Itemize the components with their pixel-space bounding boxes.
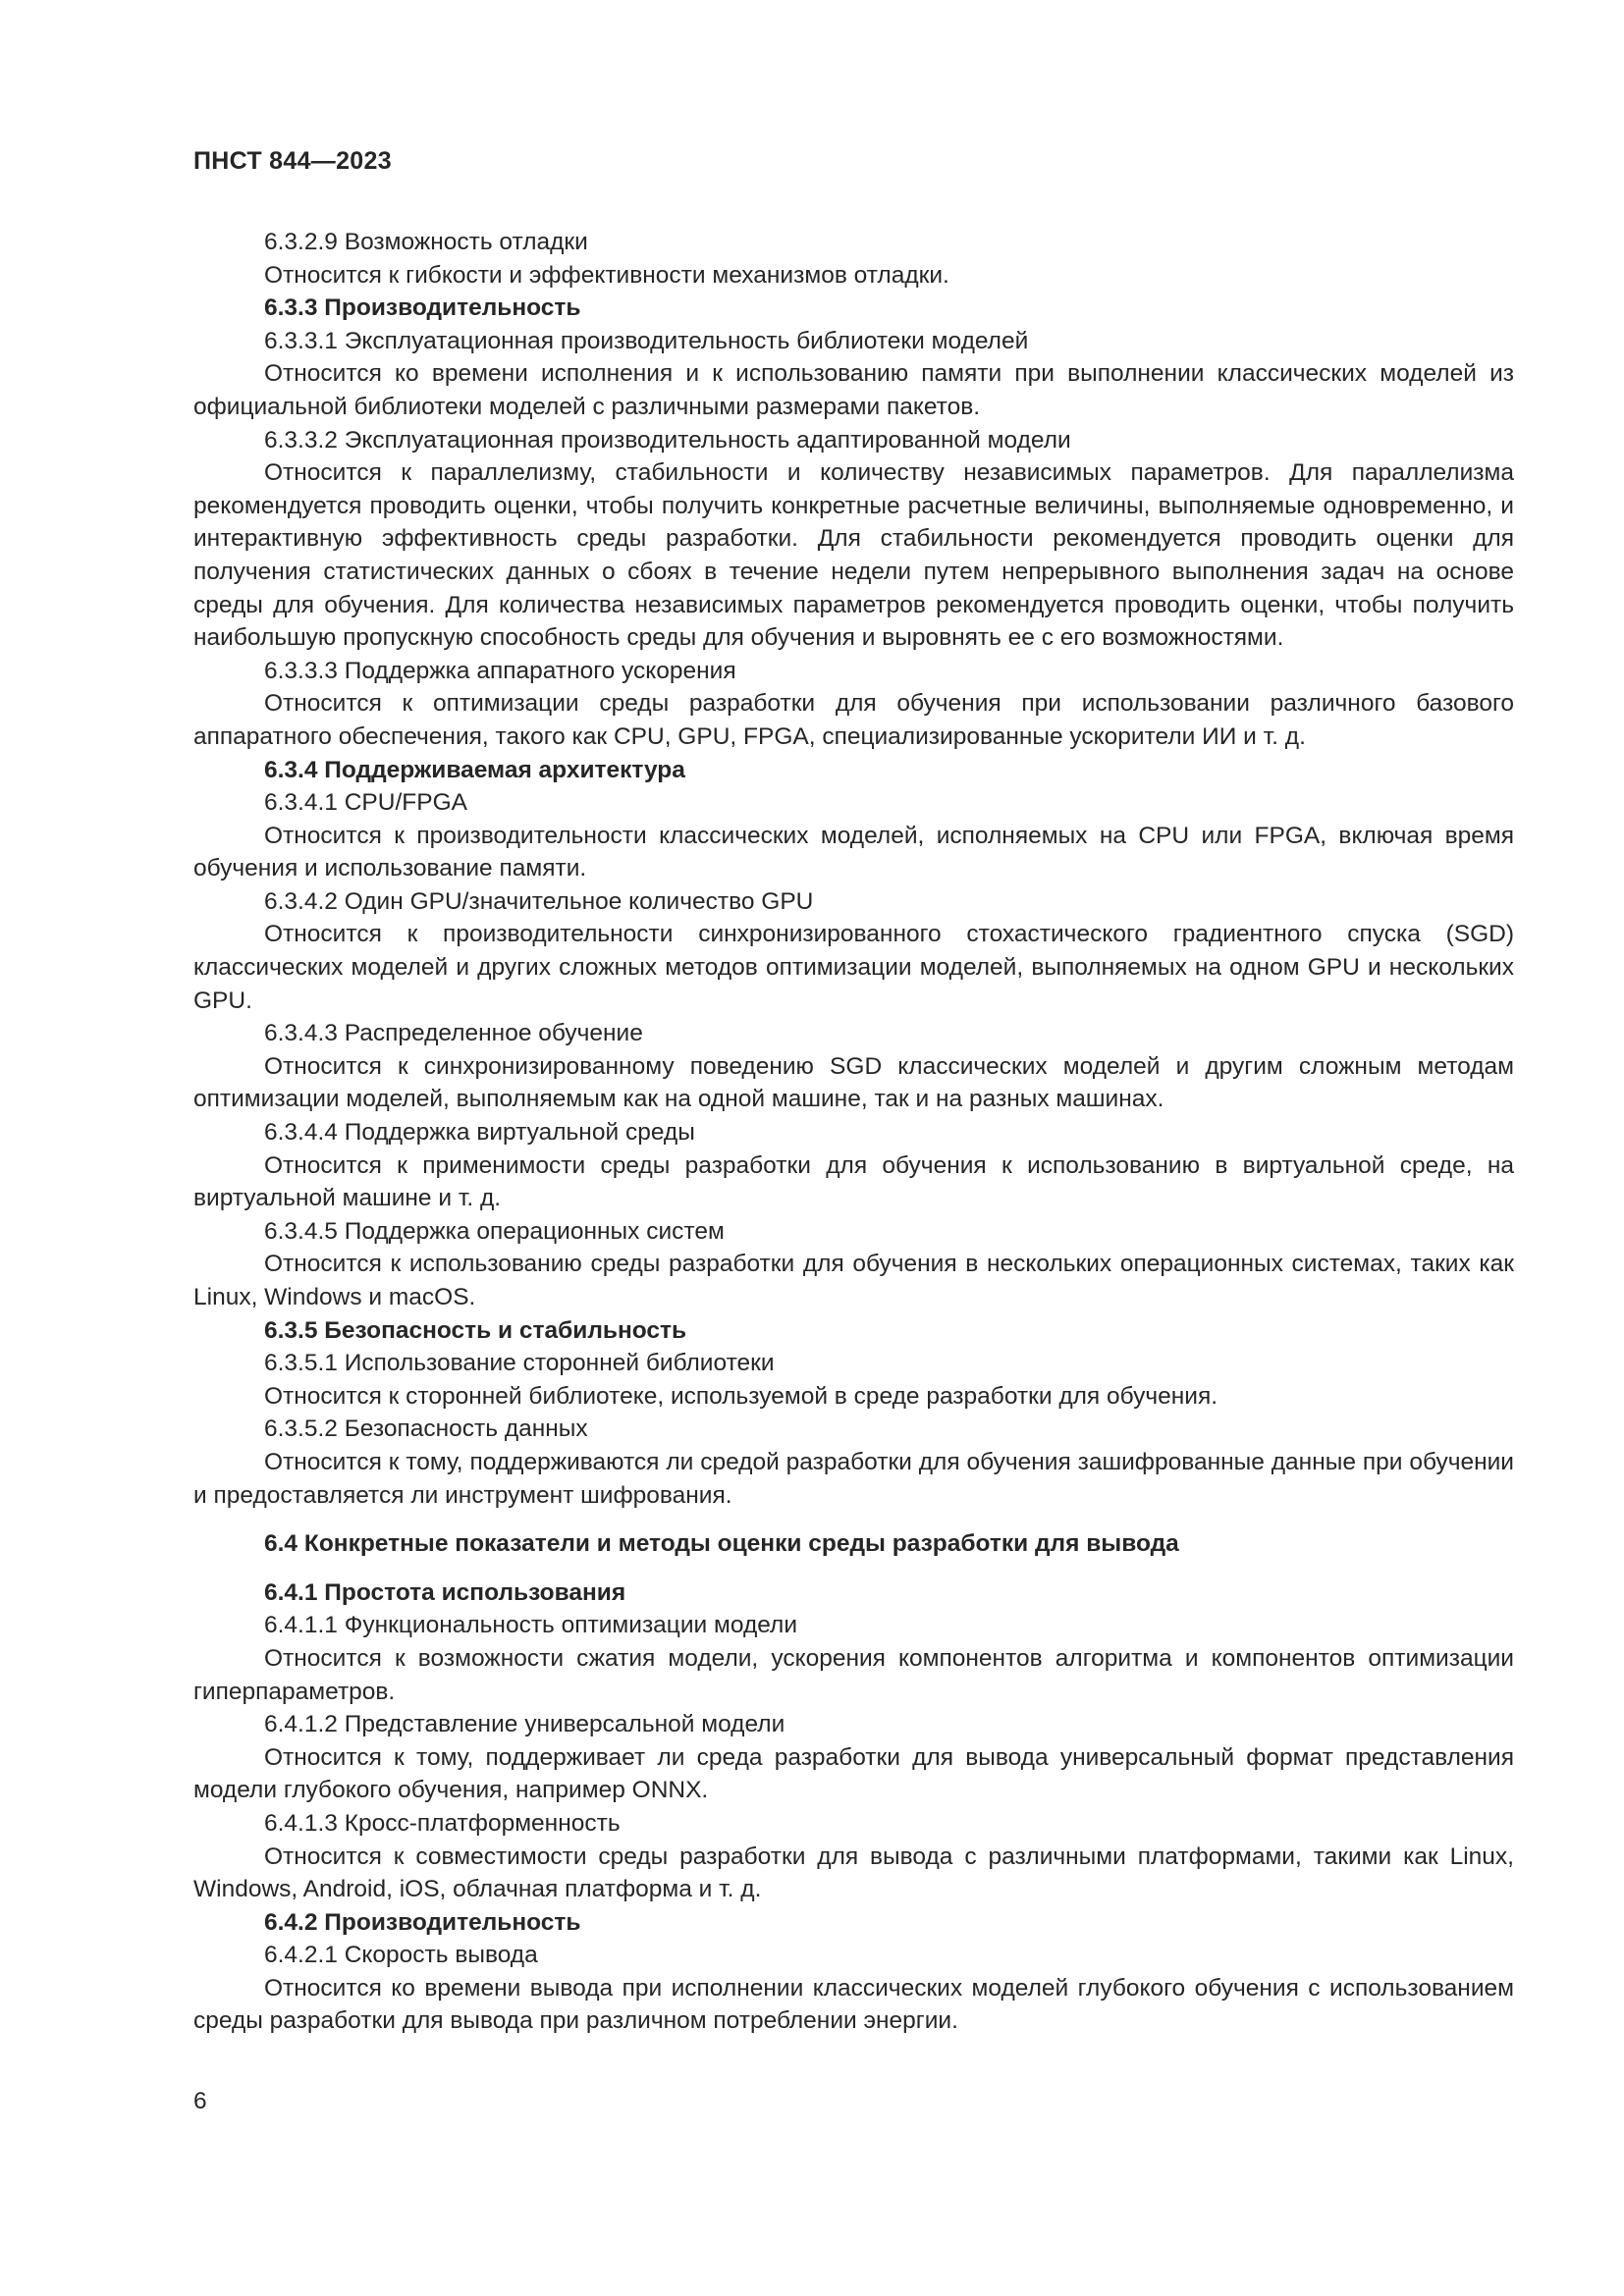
clause-title: 6.3.2.9 Возможность отладки bbox=[264, 229, 588, 255]
clause-title: 6.3.4.3 Распределенное обучение bbox=[264, 1020, 643, 1047]
body-paragraph: Относится к тому, поддерживает ли среда разработки для вывода универсальный формат представления модели глубокого обучения, например ONNX. bbox=[193, 1743, 1514, 1804]
page-number: 6 bbox=[193, 2088, 207, 2114]
section-heading: 6.4 Конкретные показатели и методы оценки среды разработки для вывода bbox=[264, 1530, 1179, 1558]
body-paragraph: Относится к использованию среды разработки для обучения в нескольких операционных системах, таких как Linux, Windows и macOS. bbox=[193, 1251, 1514, 1310]
body-paragraph: Относится к тому, поддерживаются ли средой разработки для обучения зашифрованные данные при обучении и предоставляется ли инструмент шифрования. bbox=[193, 1448, 1514, 1509]
clause-title: 6.3.5.1 Использование сторонней библиотеки bbox=[264, 1350, 775, 1377]
document-designation: ПНСТ 844—2023 bbox=[193, 147, 392, 175]
document-body bbox=[193, 226, 1514, 2038]
subsection-heading: 6.3.5 Безопасность и стабильность bbox=[264, 1316, 687, 1344]
body-paragraph: Относится к сторонней библиотеке, используемой в среде разработки для обучения. bbox=[264, 1382, 1218, 1410]
clause-title: 6.3.4.1 CPU/FPGA bbox=[264, 789, 467, 817]
body-paragraph: Относится к параллелизму, стабильности и количеству независимых параметров. Для параллелизма рекомендуется проводить оценки, чтобы получить конкретные расчетные величины, выполняемые одновременно, и интерактивную эффективность среды разработки. Для стабильности рекомендуется проводить оценки для получения статистических данных о сбоях в течение недели путем непрерывного выполнения задач на основе среды для обучения. Для количества независимых параметров рекомендуется проводить оценки, чтобы получить наибольшую пропускную способность среды для обучения и выровнять ее с его возможностями. bbox=[193, 459, 1514, 652]
clause-title: 6.3.4.5 Поддержка операционных систем bbox=[264, 1217, 725, 1245]
clause-title: 6.4.1.3 Кросс-платформенность bbox=[264, 1809, 621, 1837]
clause-title: 6.3.5.2 Безопасность данных bbox=[264, 1415, 588, 1443]
body-paragraph: Относится к совместимости среды разработки для вывода с различными платформами, такими как Linux, Windows, Android, iOS, облачная платформа и т. д. bbox=[193, 1842, 1514, 1903]
body-paragraph: Относится ко времени вывода при исполнении классических моделей глубокого обучения с использованием среды разработки для вывода при различном потреблении энергии. bbox=[193, 1974, 1514, 2035]
subsection-heading: 6.4.2 Производительность bbox=[264, 1908, 581, 1936]
clause-title: 6.4.1.2 Представление универсальной модели bbox=[264, 1711, 785, 1738]
clause-title: 6.3.4.2 Один GPU/значительное количество GPU bbox=[264, 887, 814, 915]
clause-title: 6.4.2.1 Скорость вывода bbox=[264, 1942, 538, 1969]
clause-title: 6.3.3.3 Поддержка аппаратного ускорения bbox=[264, 657, 736, 684]
body-paragraph: Относится к синхронизированному поведению SGD классических моделей и другим сложным методам оптимизации моделей, выполняемым как на одной машине, так и на разных машинах. bbox=[193, 1052, 1514, 1113]
subsection-heading: 6.4.1 Простота использования bbox=[264, 1578, 626, 1606]
body-paragraph: Относится к производительности классических моделей, исполняемых на CPU или FPGA, включая время обучения и использование памяти. bbox=[193, 822, 1514, 882]
subsection-heading: 6.3.4 Поддерживаемая архитектура bbox=[264, 756, 685, 783]
body-paragraph: Относится к применимости среды разработки для обучения к использованию в виртуальной среде, на виртуальной машине и т. д. bbox=[193, 1151, 1514, 1212]
clause-title: 6.3.3.2 Эксплуатационная производительность адаптированной модели bbox=[264, 426, 1071, 454]
body-paragraph: Относится к гибкости и эффективности механизмов отладки. bbox=[264, 261, 949, 289]
body-paragraph: Относится ко времени исполнения и к использованию памяти при выполнении классических моделей из официальной библиотеки моделей с различными размерами пакетов. bbox=[193, 360, 1514, 420]
subsection-heading: 6.3.3 Производительность bbox=[264, 294, 581, 322]
clause-title: 6.3.4.4 Поддержка виртуальной среды bbox=[264, 1119, 695, 1147]
clause-title: 6.4.1.1 Функциональность оптимизации модели bbox=[264, 1612, 798, 1639]
body-paragraph: Относится к производительности синхронизированного стохастического градиентного спуска (SGD) классических моделей и других сложных методов оптимизации моделей, выполняемых на одном GPU и нескольких GPU. bbox=[193, 921, 1514, 1014]
clause-title: 6.3.3.1 Эксплуатационная производительность библиотеки моделей bbox=[264, 327, 1029, 354]
body-paragraph: Относится к возможности сжатия модели, ускорения компонентов алгоритма и компонентов оптимизации гиперпараметров. bbox=[193, 1644, 1514, 1705]
body-paragraph: Относится к оптимизации среды разработки для обучения при использовании различного базового аппаратного обеспечения, такого как CPU, GPU, FPGA, специализированные ускорители ИИ и т. д. bbox=[193, 690, 1514, 750]
